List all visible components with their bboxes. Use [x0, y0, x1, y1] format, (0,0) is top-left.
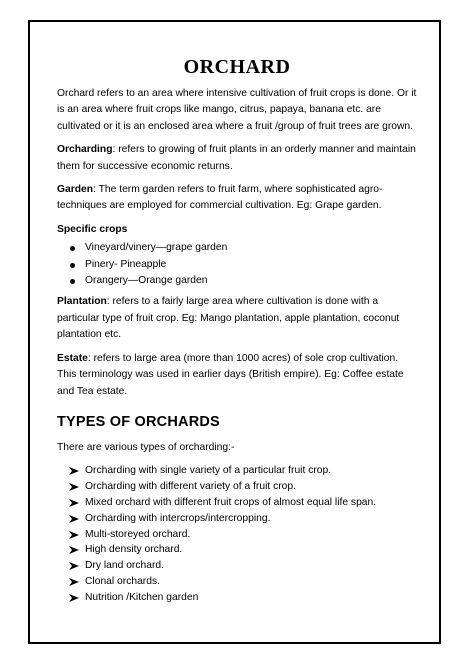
specific-crops-list [57, 240, 417, 289]
arrow-bullet-icon [69, 499, 79, 507]
list-item [57, 590, 417, 606]
list-item-text: Clonal orchards. [85, 575, 160, 587]
page-title: ORCHARD [183, 56, 291, 78]
list-item-text: High density orchard. [85, 544, 183, 556]
list-item [57, 558, 417, 574]
arrow-bullet-icon [69, 531, 79, 539]
arrow-bullet-icon [69, 562, 79, 570]
intro-paragraph: Orchard refers to an area where intensive cultivation of fruit crops is done. Or it is an area where fruit crops like mango, citrus, papaya, banana etc. are cultivated or it is an enclosed area where a fruit /group of fruit trees are grown. [57, 88, 417, 132]
list-item [57, 240, 417, 256]
garden-term: Garden [57, 184, 94, 196]
plantation-text: : refers to a fairly large area where cultivation is done with a particular type of fruit crop. Eg: Mango plantation, apple plantation, coconut plantation etc. [57, 296, 400, 341]
arrow-bullet-icon [69, 483, 79, 491]
list-item-text: Orcharding with different variety of a fruit crop. [85, 481, 296, 493]
types-heading: TYPES OF ORCHARDS [57, 413, 220, 430]
types-list [57, 463, 417, 605]
arrow-bullet-icon [69, 515, 79, 523]
list-item-text: Mixed orchard with different fruit crops of almost equal life span. [85, 496, 377, 508]
list-item [57, 463, 417, 479]
arrow-bullet-icon [69, 594, 79, 602]
list-item-text: Dry land orchard. [85, 560, 164, 572]
bullet-icon [70, 246, 75, 251]
orcharding-definition [57, 142, 417, 175]
list-item [57, 542, 417, 558]
list-item [57, 257, 417, 273]
bullet-icon [70, 279, 75, 284]
list-item-text: Orangery—Orange garden [85, 275, 208, 287]
list-item [57, 273, 417, 289]
arrow-bullet-icon [69, 546, 79, 554]
orcharding-text: : refers to growing of fruit plants in an orderly manner and maintain them for successive economic returns. [57, 144, 416, 172]
list-item [57, 574, 417, 590]
garden-definition [57, 182, 417, 215]
bullet-icon [70, 263, 75, 268]
estate-term: Estate [57, 352, 88, 364]
plantation-definition [57, 294, 417, 343]
list-item-text: Vineyard/vinery—grape garden [85, 242, 228, 254]
types-intro: There are various types of orcharding:- [57, 441, 235, 453]
garden-text: : The term garden refers to fruit farm, where sophisticated agro-techniques are employed for commercial cultivation. Eg: Grape garden. [57, 184, 383, 212]
orcharding-term: Orcharding [57, 144, 113, 156]
estate-definition [57, 351, 417, 400]
arrow-bullet-icon [69, 578, 79, 586]
list-item [57, 495, 417, 511]
list-item [57, 479, 417, 495]
arrow-bullet-icon [69, 467, 79, 475]
list-item-text: Nutrition /Kitchen garden [85, 591, 199, 603]
document-content [57, 55, 417, 605]
list-item-text: Orcharding with intercrops/intercropping. [85, 512, 271, 524]
specific-crops-heading: Specific crops [57, 223, 128, 235]
plantation-term: Plantation [57, 296, 107, 308]
list-item-text: Orcharding with single variety of a particular fruit crop. [85, 465, 332, 477]
estate-text: : refers to large area (more than 1000 acres) of sole crop cultivation. This terminology was used in earlier days (British empire). Eg: Coffee estate and Tea estate. [57, 352, 404, 397]
list-item [57, 511, 417, 527]
list-item [57, 527, 417, 543]
list-item-text: Multi-storeyed orchard. [85, 528, 191, 540]
list-item-text: Pinery- Pineapple [85, 258, 167, 270]
